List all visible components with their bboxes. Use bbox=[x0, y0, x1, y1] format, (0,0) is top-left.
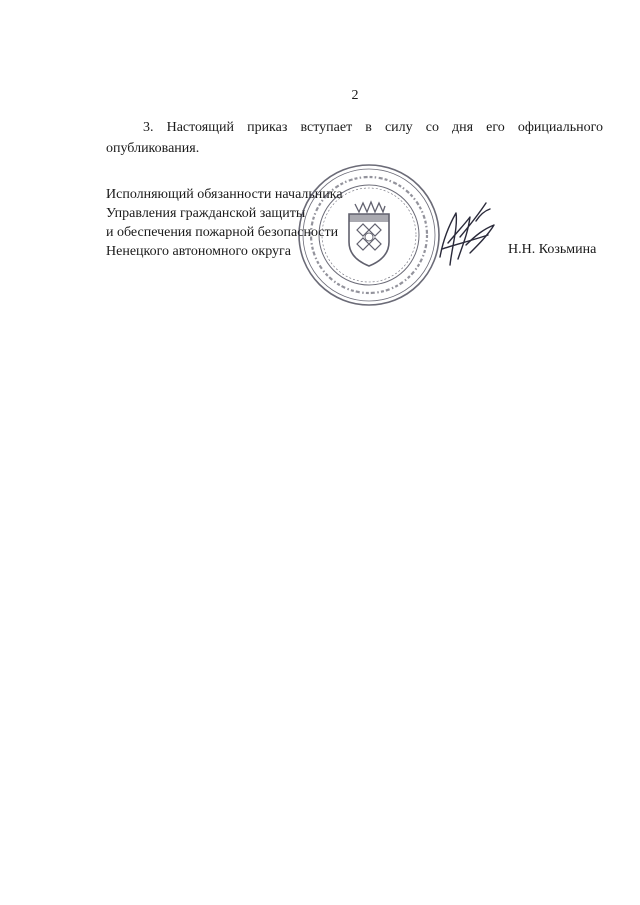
paragraph-line: опубликования. bbox=[106, 141, 200, 156]
signatory-title-line: и обеспечения пожарной безопасности bbox=[106, 225, 339, 240]
signatory-title-line: Ненецкого автономного округа bbox=[106, 244, 291, 259]
handwritten-signature-icon bbox=[430, 195, 505, 275]
order-paragraph bbox=[106, 117, 603, 159]
signatory-title-line: Исполняющий обязанности начальника bbox=[106, 187, 343, 202]
official-seal-icon bbox=[296, 162, 442, 308]
paragraph-line: 3. Настоящий приказ вступает в силу со дня его официального bbox=[143, 120, 603, 135]
signatory-title-line: Управления гражданской защиты bbox=[106, 206, 306, 221]
page-number: 2 bbox=[351, 88, 359, 103]
signer-name: Н.Н. Козьмина bbox=[508, 242, 597, 257]
